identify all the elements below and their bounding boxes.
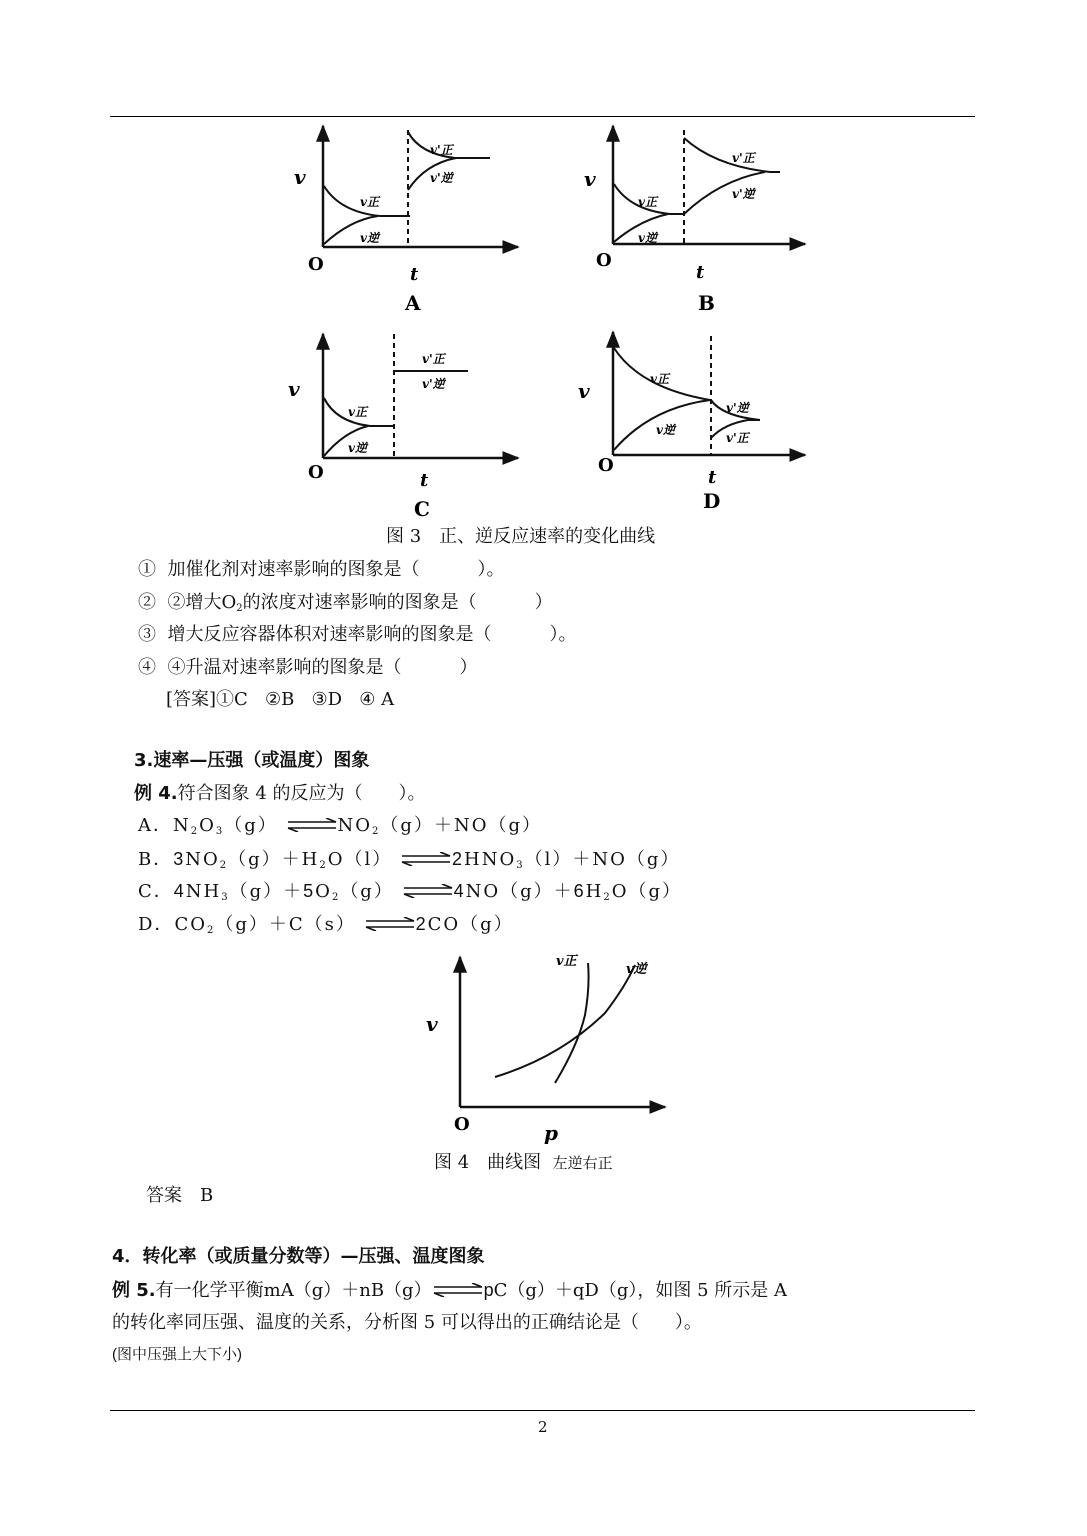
figure4-graph [410,945,680,1145]
section4-heading: 4．转化率（或质量分数等）—压强、温度图象 [112,1246,485,1267]
question-1 [138,557,504,583]
figure3-panel-a [280,120,530,320]
answer-label: [答案] [166,689,217,710]
curve-label: v正 [348,405,367,419]
option-c: C．$4NH_3(g)+5O_2(g)$ $4NO(g)+6H_2O(g)$ [138,881,682,903]
question-text: ②增大O [167,592,237,613]
curve-label: v正 [638,195,657,209]
equilibrium-arrow-icon [400,852,452,866]
curve-label: v'逆 [732,187,755,201]
figure3-panel-b [570,120,820,320]
curve-label: v'逆 [430,171,453,185]
panel-letter: B [698,291,715,315]
example5-line2: 的转化率同压强、温度的关系，分析图 5 可以得出的正确结论是（ ）。 [112,1312,702,1333]
example-label: 例 5. [112,1280,156,1301]
t-axis-label: t [696,262,705,283]
answer-4: 答案 B [146,1185,214,1206]
pressure-note: (图中压强上大下小) [112,1346,242,1363]
curve-label: v'正 [732,151,755,165]
question-3 [138,622,576,648]
figure3-panel-c [280,328,530,523]
example4 [134,781,426,807]
equilibrium-arrow-icon [432,1283,484,1297]
curve-label: v'正 [422,352,445,366]
question-number: ② [138,592,156,613]
equilibrium-arrow-icon [286,818,338,832]
option-a: A．$N_2O_3(g)$ $NO_2(g)+NO(g)$ [138,815,542,837]
question-text: ） [459,657,478,678]
v-axis-label: v [578,379,590,403]
curve-label: v逆 [360,231,379,245]
question-4 [138,655,477,681]
question-text: ） [534,592,553,613]
curve-label: v逆 [348,441,367,455]
answer-line [166,687,394,713]
curve-label: v正 [556,954,577,969]
v-axis-label: v [294,165,306,189]
panel-letter: D [703,489,721,513]
question-text: 增大反应容器体积对速率影响的图象是（ [167,624,492,645]
example-label: 例 4. [134,783,178,804]
curve-label: v逆 [626,962,647,977]
curve-label: v'逆 [726,401,749,415]
origin-label: O [598,455,614,476]
equilibrium-arrow-icon [402,884,454,898]
subscript: 2 [236,603,243,614]
curve-label: v正 [650,372,669,386]
question-text: 加催化剂对速率影响的图象是（ [167,559,420,580]
curve-label: v'正 [726,431,749,445]
header-rule [110,116,975,117]
t-axis-label: t [410,264,419,285]
panel-letter: A [405,291,421,315]
example-text: C（g）＋qD（g），如图 5 所示是 A [493,1280,787,1301]
answer-item: ①C [216,689,248,710]
curve-label: v逆 [656,423,675,437]
option-d: D．$CO_2(g)+C(s)$ 2CO（g） [138,914,514,936]
answer-item: ③D [311,689,343,710]
question-2 [138,590,553,622]
caption-text: 图 4 曲线图 [434,1152,542,1173]
curve-label: v正 [360,195,379,209]
question-number: ① [138,559,156,580]
v-axis-label: v [426,1012,438,1036]
caption-note: 左逆右正 [552,1154,613,1172]
v-axis-label: v [584,167,596,191]
origin-label: O [308,254,324,275]
figure3-caption: 图 3 正、逆反应速率的变化曲线 [386,526,656,547]
question-text: 的浓度对速率影响的图象是（ [242,592,477,613]
question-number: ④ [138,657,156,678]
footer-rule [110,1410,975,1411]
t-axis-label: t [420,470,429,491]
curve-label: v'正 [430,143,453,157]
equilibrium-arrow-icon [364,917,416,931]
origin-label: O [308,462,324,483]
figure4-caption [434,1150,613,1176]
question-number: ③ [138,624,156,645]
curve-label: v'逆 [422,377,445,391]
option-b: B．$3NO_2(g)+H_2O(l)$ $2HNO_3(l)+NO(g)$ [138,849,681,871]
curve-label: v逆 [638,231,657,245]
question-text: ④升温对速率影响的图象是（ [167,657,402,678]
answer-item: ②B [265,689,295,710]
example-text: 符合图象 4 的反应为（ ）。 [177,783,426,804]
section3-heading: 3.速率—压强（或温度）图象 [134,750,370,771]
example5-line1: 例 5.有一化学平衡mA（g）＋nB（g） pC（g）＋qD（g），如图 5 所示是 A [112,1280,787,1301]
question-text: ）。 [549,624,577,645]
answer-item: ④ A [359,689,395,710]
example-text: 有一化学平衡mA（g）＋nB（g） [155,1280,432,1301]
v-axis-label: v [288,377,300,401]
origin-label: O [596,250,612,271]
origin-label: O [454,1114,470,1135]
question-text: ）。 [477,559,505,580]
figure3-panel-d [570,328,820,523]
page-number: 2 [538,1418,548,1436]
t-axis-label: t [708,467,717,488]
p-axis-label: p [544,1121,558,1145]
panel-letter: C [414,497,430,521]
